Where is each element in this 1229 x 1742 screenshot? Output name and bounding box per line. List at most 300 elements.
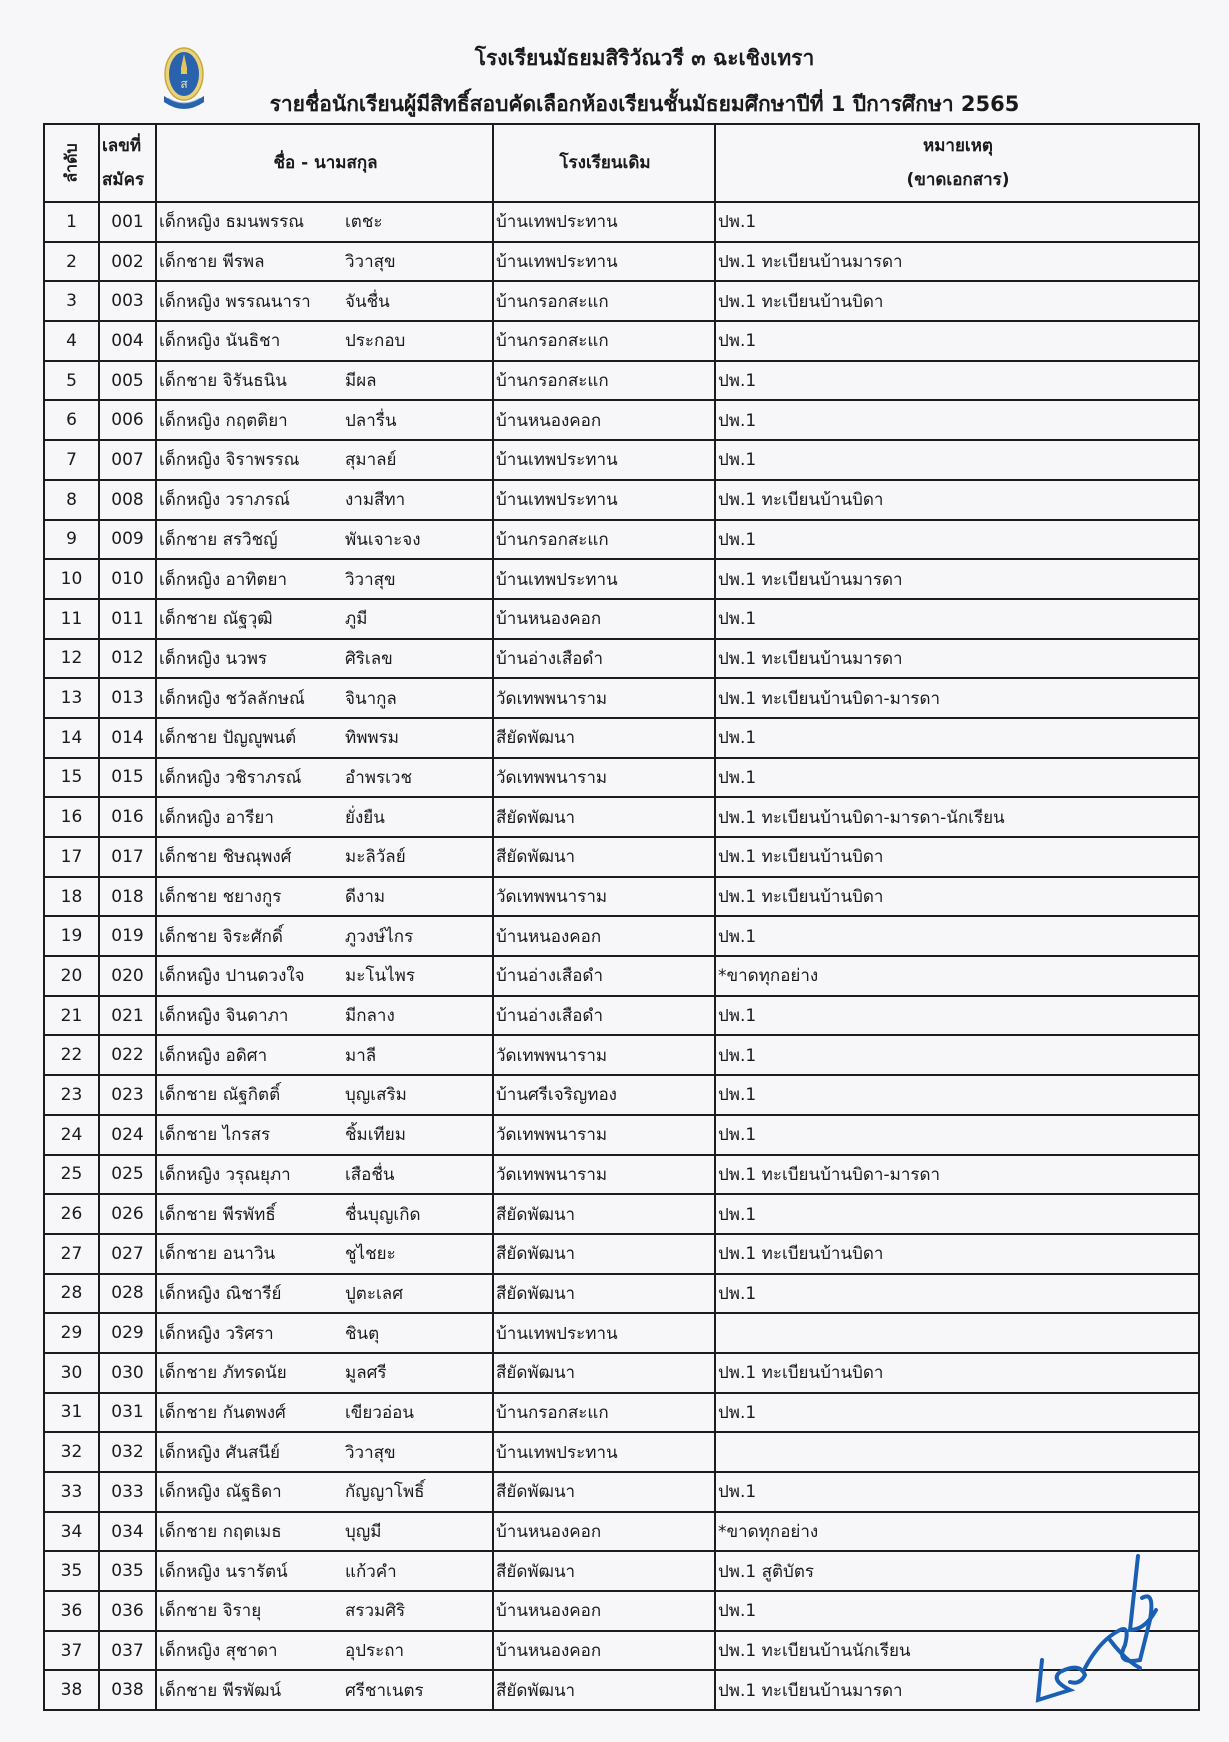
name-cell	[156, 956, 493, 996]
previous-school-cell: บ้านกรอกสะแก	[493, 361, 715, 401]
last-name: อุประถา	[345, 1641, 405, 1662]
remarks-cell: ปพ.1	[715, 1591, 1199, 1631]
remarks-cell: *ขาดทุกอย่าง	[715, 956, 1199, 996]
table-row	[44, 202, 1199, 242]
order-cell: 18	[44, 877, 99, 917]
previous-school-cell: บ้านกรอกสะแก	[493, 321, 715, 361]
previous-school-cell: บ้านหนองคอก	[493, 599, 715, 639]
first-name: เด็กชาย ณัฐวุฒิ	[159, 609, 273, 630]
last-name: มูลศรี	[345, 1363, 387, 1384]
order-cell: 35	[44, 1551, 99, 1591]
application-number-cell: 033	[99, 1472, 156, 1512]
app-no-label-line2: สมัคร	[102, 170, 145, 190]
application-number-cell: 034	[99, 1512, 156, 1552]
table-row	[44, 599, 1199, 639]
table-row	[44, 956, 1199, 996]
last-name: มีผล	[345, 371, 377, 392]
name-cell	[156, 1035, 493, 1075]
first-name: เด็กชาย พีรพล	[159, 252, 265, 273]
table-row	[44, 1551, 1199, 1591]
order-cell: 28	[44, 1274, 99, 1314]
previous-school-cell: บ้านอ่างเสือดำ	[493, 956, 715, 996]
table-row	[44, 1512, 1199, 1552]
first-name: เด็กหญิง ณิชารีย์	[159, 1283, 282, 1304]
previous-school-cell: วัดเทพพนาราม	[493, 678, 715, 718]
remarks-cell: ปพ.1 ทะเบียนบ้านบิดา-มารดา-นักเรียน	[715, 797, 1199, 837]
order-cell: 6	[44, 400, 99, 440]
previous-school-cell: สียัดพัฒนา	[493, 1353, 715, 1393]
name-cell	[156, 1234, 493, 1274]
last-name: ศิริเลข	[345, 648, 393, 669]
name-cell	[156, 321, 493, 361]
school-name-heading: โรงเรียนมัธยมสิริวัณวรี ๓ ฉะเชิงเทรา	[474, 46, 815, 70]
application-number-cell: 015	[99, 758, 156, 798]
column-header-application-number	[99, 124, 156, 202]
order-cell: 13	[44, 678, 99, 718]
order-cell: 31	[44, 1393, 99, 1433]
previous-school-cell: สียัดพัฒนา	[493, 1670, 715, 1710]
last-name: ประกอบ	[345, 331, 406, 352]
first-name: เด็กชาย พีรพัฒน์	[159, 1680, 282, 1701]
order-cell: 32	[44, 1432, 99, 1472]
remarks-cell: ปพ.1	[715, 1393, 1199, 1433]
name-cell	[156, 480, 493, 520]
application-number-cell: 011	[99, 599, 156, 639]
name-cell	[156, 242, 493, 282]
remarks-cell: ปพ.1 ทะเบียนบ้านบิดา	[715, 877, 1199, 917]
order-cell: 24	[44, 1115, 99, 1155]
application-number-cell: 016	[99, 797, 156, 837]
order-cell: 27	[44, 1234, 99, 1274]
remarks-cell: ปพ.1 สูติบัตร	[715, 1551, 1199, 1591]
table-row	[44, 520, 1199, 560]
application-number-cell: 026	[99, 1194, 156, 1234]
previous-school-cell: วัดเทพพนาราม	[493, 877, 715, 917]
remarks-cell: ปพ.1 ทะเบียนบ้านบิดา-มารดา	[715, 678, 1199, 718]
remarks-cell: ปพ.1 ทะเบียนบ้านบิดา	[715, 281, 1199, 321]
previous-school-cell: บ้านกรอกสะแก	[493, 520, 715, 560]
previous-school-cell: บ้านอ่างเสือดำ	[493, 996, 715, 1036]
table-row	[44, 1035, 1199, 1075]
first-name: เด็กชาย กันตพงศ์	[159, 1402, 286, 1423]
remarks-cell: ปพ.1	[715, 361, 1199, 401]
previous-school-cell: บ้านหนองคอก	[493, 1591, 715, 1631]
order-cell: 5	[44, 361, 99, 401]
application-number-cell: 004	[99, 321, 156, 361]
remarks-cell: ปพ.1 ทะเบียนบ้านมารดา	[715, 639, 1199, 679]
last-name: ศรีชาเนตร	[345, 1680, 424, 1701]
previous-school-cell: บ้านเทพประทาน	[493, 202, 715, 242]
previous-school-cell: วัดเทพพนาราม	[493, 758, 715, 798]
name-cell	[156, 400, 493, 440]
remarks-cell: ปพ.1	[715, 1472, 1199, 1512]
first-name: เด็กชาย ณัฐกิตติ์	[159, 1085, 281, 1106]
first-name: เด็กหญิง วราภรณ์	[159, 490, 290, 511]
previous-school-cell: สียัดพัฒนา	[493, 797, 715, 837]
remarks-cell: *ขาดทุกอย่าง	[715, 1512, 1199, 1552]
order-cell: 2	[44, 242, 99, 282]
name-cell	[156, 361, 493, 401]
order-cell: 26	[44, 1194, 99, 1234]
previous-school-cell: วัดเทพพนาราม	[493, 1115, 715, 1155]
remarks-cell: ปพ.1 ทะเบียนบ้านบิดา	[715, 837, 1199, 877]
name-cell	[156, 1353, 493, 1393]
column-header-previous-school: โรงเรียนเดิม	[493, 124, 715, 202]
previous-school-cell: บ้านเทพประทาน	[493, 559, 715, 599]
name-cell	[156, 599, 493, 639]
name-cell	[156, 1075, 493, 1115]
last-name: ภูวงษ์ไกร	[345, 926, 414, 947]
order-header-label: ลำดับ	[61, 143, 81, 183]
list-title-heading: รายชื่อนักเรียนผู้มีสิทธิ์สอบคัดเลือกห้องเรียนชั้นมัธยมศึกษาปีที่ 1 ปีการศึกษา 2565	[269, 92, 1020, 116]
first-name: เด็กชาย จิรันธนิน	[159, 371, 287, 392]
remarks-cell: ปพ.1	[715, 718, 1199, 758]
first-name: เด็กชาย พีรพัทธิ์	[159, 1204, 276, 1225]
application-number-cell: 031	[99, 1393, 156, 1433]
application-number-cell: 030	[99, 1353, 156, 1393]
application-number-cell: 010	[99, 559, 156, 599]
table-row	[44, 1313, 1199, 1353]
app-no-label-line1: เลขที่	[102, 136, 142, 156]
order-cell: 15	[44, 758, 99, 798]
order-cell: 4	[44, 321, 99, 361]
last-name: ดีงาม	[345, 887, 386, 908]
remarks-cell: ปพ.1 ทะเบียนบ้านนักเรียน	[715, 1631, 1199, 1671]
table-row	[44, 718, 1199, 758]
remarks-cell: ปพ.1	[715, 1075, 1199, 1115]
last-name: มีกลาง	[345, 1006, 395, 1027]
last-name: บุญเสริม	[345, 1085, 407, 1106]
last-name: เสือชื่น	[345, 1164, 395, 1185]
first-name: เด็กหญิง วริศรา	[159, 1323, 274, 1344]
previous-school-cell: บ้านกรอกสะแก	[493, 1393, 715, 1433]
application-number-cell: 006	[99, 400, 156, 440]
last-name: จันชื่น	[345, 291, 390, 312]
application-number-cell: 037	[99, 1631, 156, 1671]
name-cell	[156, 1472, 493, 1512]
table-row	[44, 877, 1199, 917]
first-name: เด็กชาย จิรายุ	[159, 1601, 262, 1622]
remarks-cell: ปพ.1	[715, 321, 1199, 361]
first-name: เด็กหญิง ชวัลลักษณ์	[159, 688, 305, 709]
table-row	[44, 1670, 1199, 1710]
remarks-cell: ปพ.1	[715, 1115, 1199, 1155]
order-cell: 38	[44, 1670, 99, 1710]
application-number-cell: 036	[99, 1591, 156, 1631]
first-name: เด็กหญิง อดิศา	[159, 1045, 268, 1066]
order-cell: 1	[44, 202, 99, 242]
application-number-cell: 027	[99, 1234, 156, 1274]
order-cell: 3	[44, 281, 99, 321]
table-row	[44, 1432, 1199, 1472]
first-name: เด็กชาย ชิษณุพงศ์	[159, 847, 292, 868]
last-name: ชื่นบุญเกิด	[345, 1204, 421, 1225]
last-name: ชิ้มเทียม	[345, 1125, 406, 1146]
last-name: ยั่งยืน	[345, 807, 385, 828]
order-cell: 29	[44, 1313, 99, 1353]
previous-school-cell: บ้านเทพประทาน	[493, 1313, 715, 1353]
first-name: เด็กหญิง ณัฐธิดา	[159, 1482, 282, 1503]
remarks-cell: ปพ.1	[715, 916, 1199, 956]
name-cell	[156, 281, 493, 321]
last-name: เตชะ	[345, 212, 383, 233]
order-cell: 34	[44, 1512, 99, 1552]
application-number-cell: 021	[99, 996, 156, 1036]
remarks-cell: ปพ.1	[715, 1274, 1199, 1314]
previous-school-cell: สียัดพัฒนา	[493, 1472, 715, 1512]
previous-school-cell: บ้านหนองคอก	[493, 1631, 715, 1671]
previous-school-cell: บ้านเทพประทาน	[493, 242, 715, 282]
previous-school-cell: บ้านเทพประทาน	[493, 1432, 715, 1472]
last-name: จินากูล	[345, 688, 397, 709]
previous-school-cell: สียัดพัฒนา	[493, 718, 715, 758]
application-number-cell: 003	[99, 281, 156, 321]
last-name: ปูตะเลศ	[345, 1283, 403, 1304]
order-cell: 12	[44, 639, 99, 679]
first-name: เด็กชาย สรวิชญ์	[159, 529, 278, 550]
table-row	[44, 559, 1199, 599]
application-number-cell: 028	[99, 1274, 156, 1314]
application-number-cell: 002	[99, 242, 156, 282]
first-name: เด็กหญิง พรรณนารา	[159, 291, 311, 312]
name-cell	[156, 520, 493, 560]
last-name: อำพรเวช	[345, 767, 412, 788]
svg-text:ส: ส	[180, 77, 188, 91]
table-row	[44, 639, 1199, 679]
name-cell	[156, 559, 493, 599]
first-name: เด็กหญิง กฤตติยา	[159, 410, 288, 431]
signature-mark	[1030, 1550, 1170, 1720]
table-row	[44, 440, 1199, 480]
first-name: เด็กชาย ไกรสร	[159, 1125, 271, 1146]
remarks-cell: ปพ.1 ทะเบียนบ้านมารดา	[715, 1670, 1199, 1710]
column-header-order	[44, 124, 99, 202]
last-name: ทิพพรม	[345, 728, 399, 749]
remarks-cell: ปพ.1 ทะเบียนบ้านบิดา	[715, 480, 1199, 520]
first-name: เด็กหญิง นรารัตน์	[159, 1561, 288, 1582]
applicant-table	[43, 123, 1200, 1711]
order-cell: 9	[44, 520, 99, 560]
last-name: เขียวอ่อน	[345, 1402, 414, 1423]
first-name: เด็กหญิง ธมนพรรณ	[159, 212, 304, 233]
application-number-cell: 038	[99, 1670, 156, 1710]
order-cell: 8	[44, 480, 99, 520]
last-name: กัญญาโพธิ์	[345, 1482, 425, 1503]
last-name: ชินตุ	[345, 1323, 380, 1344]
previous-school-cell: วัดเทพพนาราม	[493, 1155, 715, 1195]
table-row	[44, 1591, 1199, 1631]
order-cell: 10	[44, 559, 99, 599]
order-cell: 30	[44, 1353, 99, 1393]
application-number-cell: 001	[99, 202, 156, 242]
order-cell: 20	[44, 956, 99, 996]
first-name: เด็กชาย กฤตเมธ	[159, 1522, 282, 1543]
previous-school-cell: บ้านกรอกสะแก	[493, 281, 715, 321]
last-name: ภูมี	[345, 609, 368, 630]
name-cell	[156, 797, 493, 837]
remarks-cell: ปพ.1	[715, 520, 1199, 560]
order-cell: 33	[44, 1472, 99, 1512]
remarks-label-line2: (ขาดเอกสาร)	[906, 170, 1010, 190]
last-name: สรวมศิริ	[345, 1601, 406, 1622]
name-cell	[156, 718, 493, 758]
order-cell: 7	[44, 440, 99, 480]
first-name: เด็กหญิง จินดาภา	[159, 1006, 289, 1027]
first-name: เด็กหญิง นวพร	[159, 648, 268, 669]
previous-school-cell: บ้านเทพประทาน	[493, 440, 715, 480]
previous-school-cell: สียัดพัฒนา	[493, 1551, 715, 1591]
application-number-cell: 023	[99, 1075, 156, 1115]
remarks-cell: ปพ.1	[715, 202, 1199, 242]
column-header-remarks	[715, 124, 1199, 202]
name-cell	[156, 1155, 493, 1195]
remarks-cell	[715, 1432, 1199, 1472]
remarks-cell: ปพ.1	[715, 996, 1199, 1036]
first-name: เด็กหญิง อาทิตยา	[159, 569, 288, 590]
first-name: เด็กหญิง ศันสนีย์	[159, 1442, 280, 1463]
remarks-cell: ปพ.1 ทะเบียนบ้านบิดา	[715, 1234, 1199, 1274]
application-number-cell: 029	[99, 1313, 156, 1353]
previous-school-cell: บ้านหนองคอก	[493, 1512, 715, 1552]
previous-school-cell: สียัดพัฒนา	[493, 1274, 715, 1314]
remarks-cell: ปพ.1	[715, 1035, 1199, 1075]
application-number-cell: 024	[99, 1115, 156, 1155]
last-name: บุญมี	[345, 1522, 382, 1543]
order-cell: 19	[44, 916, 99, 956]
previous-school-cell: บ้านเทพประทาน	[493, 480, 715, 520]
table-row	[44, 758, 1199, 798]
application-number-cell: 020	[99, 956, 156, 996]
last-name: พันเจาะจง	[345, 529, 421, 550]
remarks-cell: ปพ.1	[715, 400, 1199, 440]
remarks-label-line1: หมายเหตุ	[923, 136, 993, 156]
name-cell	[156, 202, 493, 242]
table-row	[44, 1115, 1199, 1155]
first-name: เด็กชาย จิระศักดิ์	[159, 926, 283, 947]
remarks-cell: ปพ.1	[715, 758, 1199, 798]
application-number-cell: 018	[99, 877, 156, 917]
application-number-cell: 035	[99, 1551, 156, 1591]
table-row	[44, 321, 1199, 361]
first-name: เด็กชาย ชยางกูร	[159, 887, 282, 908]
table-header-row	[44, 124, 1199, 202]
first-name: เด็กหญิง สุชาดา	[159, 1641, 278, 1662]
table-row	[44, 837, 1199, 877]
table-row	[44, 996, 1199, 1036]
order-cell: 16	[44, 797, 99, 837]
first-name: เด็กหญิง วชิราภรณ์	[159, 767, 302, 788]
order-cell: 11	[44, 599, 99, 639]
name-cell	[156, 678, 493, 718]
remarks-cell: ปพ.1 ทะเบียนบ้านบิดา	[715, 1353, 1199, 1393]
application-number-cell: 014	[99, 718, 156, 758]
previous-school-cell: สียัดพัฒนา	[493, 1194, 715, 1234]
remarks-cell: ปพ.1	[715, 1194, 1199, 1234]
first-name: เด็กหญิง นันธิชา	[159, 331, 281, 352]
first-name: เด็กชาย ภัทรดนัย	[159, 1363, 287, 1384]
name-cell	[156, 1313, 493, 1353]
order-cell: 23	[44, 1075, 99, 1115]
last-name: ปลารื่น	[345, 410, 397, 431]
last-name: วิวาสุข	[345, 569, 396, 590]
application-number-cell: 013	[99, 678, 156, 718]
order-cell: 17	[44, 837, 99, 877]
order-cell: 25	[44, 1155, 99, 1195]
first-name: เด็กชาย ปัญญูพนต์	[159, 728, 297, 749]
last-name: แก้วคำ	[345, 1561, 397, 1582]
name-cell	[156, 916, 493, 956]
name-cell	[156, 758, 493, 798]
previous-school-cell: บ้านศรีเจริญทอง	[493, 1075, 715, 1115]
last-name: วิวาสุข	[345, 1442, 396, 1463]
table-row	[44, 281, 1199, 321]
table-row	[44, 1472, 1199, 1512]
application-number-cell: 007	[99, 440, 156, 480]
name-cell	[156, 639, 493, 679]
name-cell	[156, 1274, 493, 1314]
remarks-cell: ปพ.1	[715, 440, 1199, 480]
table-body	[44, 202, 1199, 1710]
last-name: วิวาสุข	[345, 252, 396, 273]
application-number-cell: 017	[99, 837, 156, 877]
remarks-cell: ปพ.1 ทะเบียนบ้านมารดา	[715, 559, 1199, 599]
order-cell: 36	[44, 1591, 99, 1631]
name-cell	[156, 1393, 493, 1433]
previous-school-cell: บ้านหนองคอก	[493, 916, 715, 956]
last-name: มะโนไพร	[345, 966, 415, 987]
name-cell	[156, 440, 493, 480]
order-cell: 37	[44, 1631, 99, 1671]
last-name: สุมาลย์	[345, 450, 397, 471]
order-cell: 21	[44, 996, 99, 1036]
table-row	[44, 916, 1199, 956]
application-number-cell: 022	[99, 1035, 156, 1075]
column-header-name: ชื่อ - นามสกุล	[156, 124, 493, 202]
table-row	[44, 797, 1199, 837]
table-row	[44, 1075, 1199, 1115]
table-row	[44, 1234, 1199, 1274]
name-cell	[156, 837, 493, 877]
order-cell: 14	[44, 718, 99, 758]
table-row	[44, 400, 1199, 440]
application-number-cell: 025	[99, 1155, 156, 1195]
last-name: ชูไชยะ	[345, 1244, 396, 1265]
previous-school-cell: สียัดพัฒนา	[493, 837, 715, 877]
table-row	[44, 1155, 1199, 1195]
name-cell	[156, 1194, 493, 1234]
table-row	[44, 361, 1199, 401]
name-cell	[156, 1432, 493, 1472]
previous-school-cell: บ้านหนองคอก	[493, 400, 715, 440]
last-name: มาลี	[345, 1045, 377, 1066]
table-row	[44, 678, 1199, 718]
first-name: เด็กชาย อนาวิน	[159, 1244, 276, 1265]
remarks-cell: ปพ.1 ทะเบียนบ้านบิดา-มารดา	[715, 1155, 1199, 1195]
first-name: เด็กหญิง จิราพรรณ	[159, 450, 300, 471]
name-cell	[156, 1115, 493, 1155]
name-cell	[156, 996, 493, 1036]
order-cell: 22	[44, 1035, 99, 1075]
name-cell	[156, 1512, 493, 1552]
application-number-cell: 019	[99, 916, 156, 956]
name-cell	[156, 1551, 493, 1591]
last-name: งามสีทา	[345, 490, 406, 511]
last-name: มะลิวัลย์	[345, 847, 406, 868]
first-name: เด็กหญิง วรุณยุภา	[159, 1164, 291, 1185]
table-row	[44, 480, 1199, 520]
name-cell	[156, 1631, 493, 1671]
table-row	[44, 1194, 1199, 1234]
